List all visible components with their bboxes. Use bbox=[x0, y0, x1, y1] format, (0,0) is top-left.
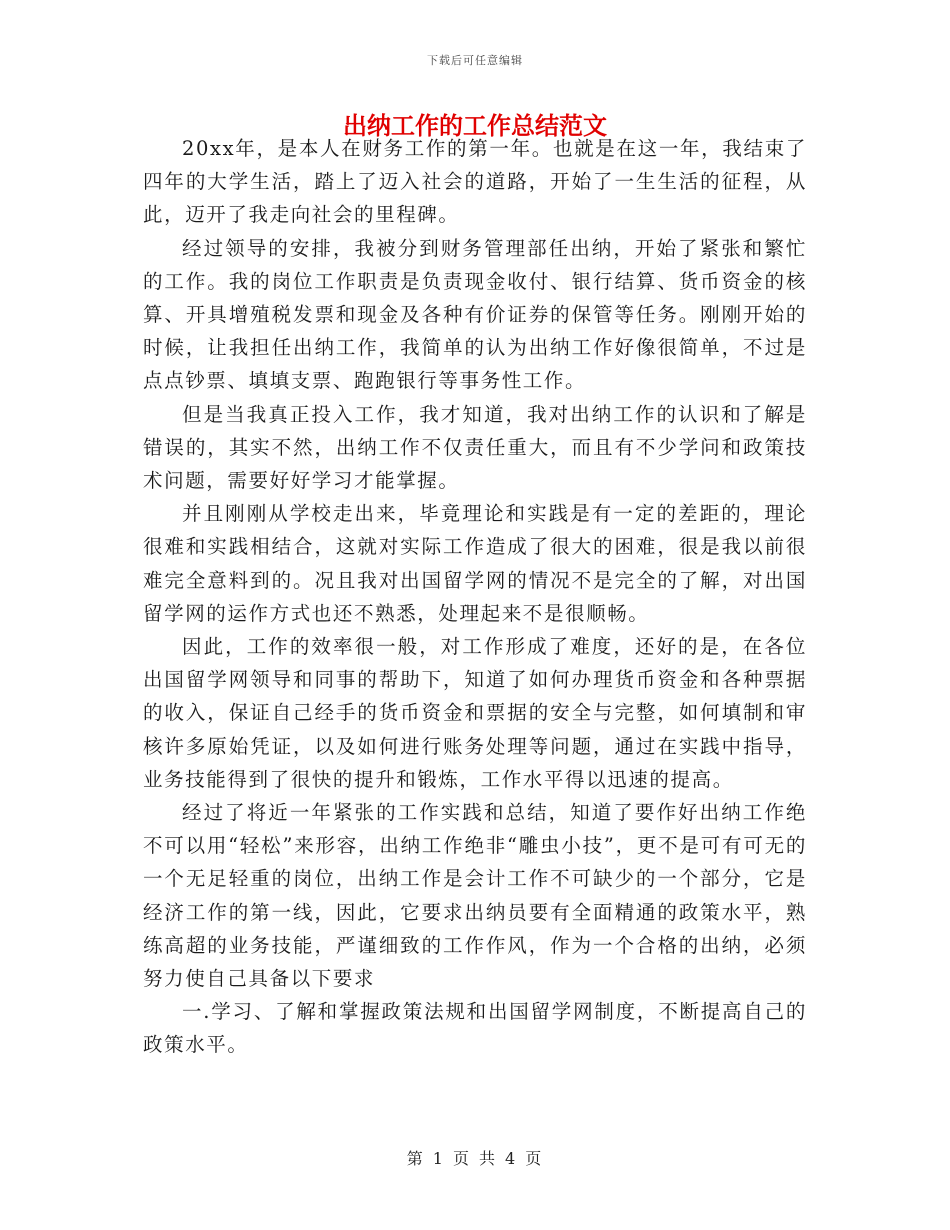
document-body bbox=[143, 132, 807, 1062]
paragraph: 经过领导的安排，我被分到财务管理部任出纳，开始了紧张和繁忙的工作。我的岗位工作职责是负责现金收付、银行结算、货币资金的核算、开具增殖税发票和现金及各种有价证券的保管等任务。刚刚开始的时候，让我担任出纳工作，我简单的认为出纳工作好像很简单，不过是点点钞票、填填支票、跑跑银行等事务性工作。 bbox=[143, 236, 807, 393]
paragraph: 并且刚刚从学校走出来，毕竟理论和实践是有一定的差距的，理论很难和实践相结合，这就对实际工作造成了很大的困难，很是我以前很难完全意料到的。况且我对出国留学网的情况不是完全的了解，对出国留学网的运作方式也还不熟悉，处理起来不是很顺畅。 bbox=[143, 502, 807, 625]
page-footer bbox=[0, 1146, 950, 1169]
paragraph: 20xx年，是本人在财务工作的第一年。也就是在这一年，我结束了四年的大学生活，踏上了迈入社会的道路，开始了一生生活的征程，从此，迈开了我走向社会的里程碑。 bbox=[143, 137, 807, 227]
paragraph: 因此，工作的效率很一般，对工作形成了难度，还好的是，在各位出国留学网领导和同事的帮助下，知道了如何办理货币资金和各种票据的收入，保证自己经手的货币资金和票据的安全与完整，如何填制和审核许多原始凭证，以及如何进行账务处理等问题，通过在实践中指导，业务技能得到了很快的提升和锻炼，工作水平得以迅速的提高。 bbox=[143, 635, 807, 791]
page-label-mid: 页 bbox=[452, 1149, 471, 1168]
total-page-count: 4 bbox=[505, 1149, 518, 1168]
paragraph: 但是当我真正投入工作，我才知道，我对出纳工作的认识和了解是错误的，其实不然，出纳工作不仅责任重大，而且有不少学问和政策技术问题，需要好好学习才能掌握。 bbox=[143, 402, 807, 493]
current-page-number: 1 bbox=[432, 1149, 445, 1168]
total-label-prefix: 共 bbox=[479, 1149, 498, 1168]
page-label-suffix: 页 bbox=[525, 1149, 544, 1168]
page-label-prefix: 第 bbox=[406, 1149, 425, 1168]
paragraph: 一.学习、了解和掌握政策法规和出国留学网制度，不断提高自己的政策水平。 bbox=[143, 1000, 807, 1057]
paragraph: 经过了将近一年紧张的工作实践和总结，知道了要作好出纳工作绝不可以用“轻松”来形容，出纳工作绝非“雕虫小技”，更不是可有可无的一个无足轻重的岗位，出纳工作是会计工作不可缺少的一个部分，它是经济工作的第一线，因此，它要求出纳员要有全面精通的政策水平，熟练高超的业务技能，严谨细致的工作作风，作为一个合格的出纳，必须努力使自己具备以下要求 bbox=[143, 801, 807, 991]
page-header: 下载后可任意编辑 bbox=[427, 54, 523, 67]
document-title: 出纳工作的工作总结范文 bbox=[343, 111, 607, 140]
